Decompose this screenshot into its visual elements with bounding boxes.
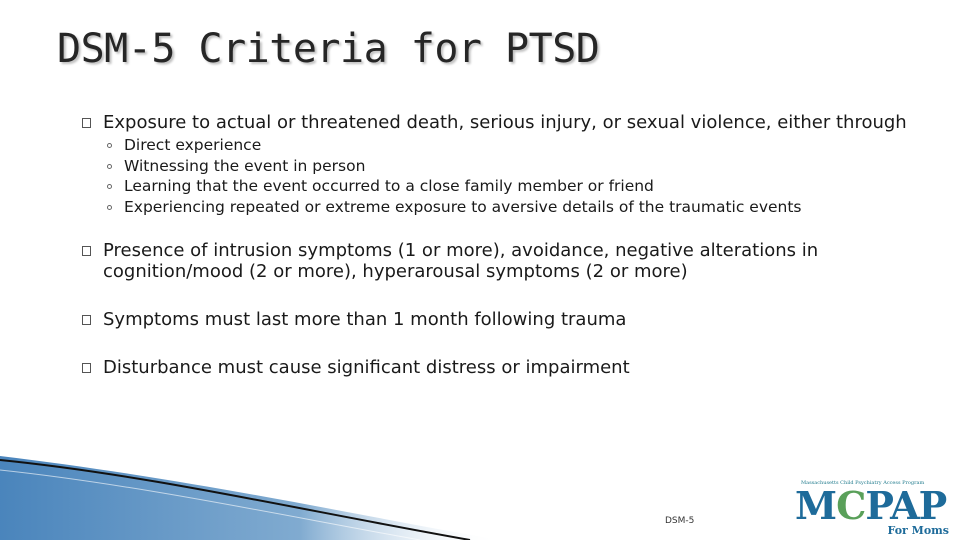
slide-footer: DSM-5 [665,516,695,526]
criterion-text: Disturbance must cause significant distress or impairment [103,357,630,378]
mcpap-logo [795,478,955,538]
sub-criterion-item [103,197,932,218]
sub-criterion-item [103,156,932,177]
sub-criterion-text: Experiencing repeated or extreme exposure to aversive details of the traumatic events [124,197,802,216]
criterion-text: Symptoms must last more than 1 month following trauma [103,309,627,330]
criterion-text: Exposure to actual or threatened death, serious injury, or sexual violence, either through [103,112,907,133]
ring-bullet-icon [107,164,112,169]
ring-bullet-icon [107,205,112,210]
logo-subtitle: For Moms [887,524,949,537]
square-bullet-icon [82,246,91,256]
sub-criterion-text: Learning that the event occurred to a close family member or friend [124,177,654,195]
square-bullet-icon [82,118,91,128]
sub-criteria-list [103,135,932,217]
square-bullet-icon [82,363,91,373]
sub-criterion-item [103,176,932,197]
logo-wordmark: MCPAP [795,483,947,528]
criteria-list [82,112,932,378]
ring-bullet-icon [107,184,112,189]
decorative-swoosh [0,440,520,540]
heart-icon: C [836,483,866,528]
square-bullet-icon [82,315,91,325]
sub-criterion-text: Witnessing the event in person [124,156,366,175]
criterion-item [82,112,932,217]
sub-criterion-text: Direct experience [124,136,262,154]
logo-tagline: Massachusetts Child Psychiatry Access Program [801,480,925,486]
criterion-item [82,357,932,378]
sub-criterion-item [103,135,932,156]
slide-title: DSM-5 Criteria for PTSD [57,26,600,72]
criterion-item [82,240,932,282]
criterion-item [82,309,932,330]
ring-bullet-icon [107,143,112,148]
criterion-text: Presence of intrusion symptoms (1 or more), avoidance, negative alterations in cognition/mood (2 or more), hyperarousal symptoms (2 or more) [103,240,819,282]
